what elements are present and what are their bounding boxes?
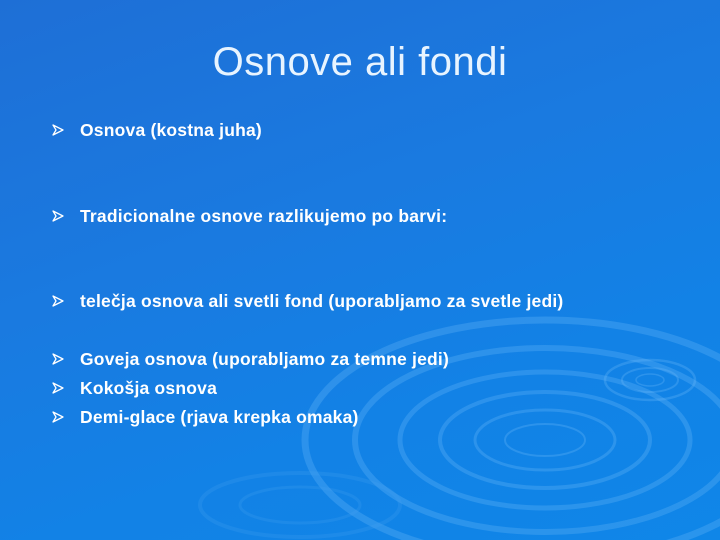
bullet-text: Kokošja osnova: [80, 377, 218, 398]
bullet-item: [52, 405, 359, 429]
bullet-text: Goveja osnova (uporabljamo za temne jedi): [80, 348, 449, 369]
arrowhead-bullet-icon: [52, 295, 80, 307]
arrowhead-bullet-icon: [52, 353, 80, 365]
bullet-item: [52, 347, 449, 371]
arrowhead-bullet-icon: [52, 210, 80, 222]
bullet-item: [52, 118, 262, 142]
bullet-text: Demi-glace (rjava krepka omaka): [80, 406, 359, 427]
arrowhead-bullet-icon: [52, 411, 80, 423]
bullet-text: telečja osnova ali svetli fond (uporabljamo za svetle jedi): [80, 290, 564, 311]
arrowhead-bullet-icon: [52, 124, 80, 136]
arrowhead-bullet-icon: [52, 382, 80, 394]
bullet-item: [52, 204, 447, 228]
bullet-text: Osnova (kostna juha): [80, 119, 262, 140]
bullet-item: [52, 376, 217, 400]
bullet-item: [52, 289, 563, 313]
slide-title: Osnove ali fondi: [212, 40, 508, 84]
bullet-text: Tradicionalne osnove razlikujemo po barvi:: [80, 205, 448, 226]
